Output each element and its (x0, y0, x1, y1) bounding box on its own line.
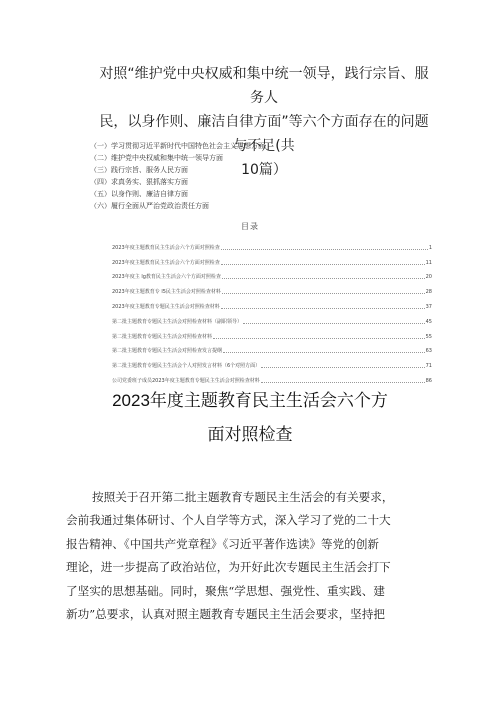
document-title-line: 对照“维护党中央权威和集中统一领导，践行宗旨、服务人 (99, 66, 429, 106)
body-line: 按照关于召开第二批主题教育专题民主生活会的有关要求， (92, 490, 394, 504)
body-line: 会前我通过集体研讨、个人自学等方式，深入学习了党的二十大 (66, 513, 391, 528)
toc-entry-title: 2023年度主题教育民主生活会六个方面对照检查 (112, 259, 220, 266)
toc-entry-page: 86 (425, 377, 432, 384)
toc-leader-dots (213, 338, 425, 339)
toc-entry-title: 2023年度主题教育专 l5民主生活会对照检查材料 (112, 289, 221, 296)
outline-item: （六）履行全面从严治党政治责任方面 (90, 202, 209, 210)
toc-entry-page: 45 (425, 318, 432, 325)
outline-item: （一）学习贯彻习近平新时代中国特色社会主义思想方面 (90, 142, 265, 150)
toc-leader-dots (221, 264, 425, 265)
section-title-line: 面对照检查 (207, 425, 293, 444)
document-title-line: 民，以身作则、廉洁自律方面”等六个方面存在的问题与不足(共 (99, 114, 429, 154)
toc-entry[interactable] (112, 236, 432, 251)
outline-item: （四）求真务实、狠抓落实方面 (90, 178, 188, 186)
body-line: 报告精神、《中国共产党章程》《习近平著作选读》等党的创新 (66, 536, 380, 551)
toc-leader-dots (222, 278, 425, 279)
body-line: 新功”总要求，认真对照主题教育专题民主生活会要求，坚持把 (66, 607, 385, 622)
toc-entry-page: 1 (428, 244, 432, 251)
toc-entry[interactable] (112, 325, 432, 340)
toc-entry-page: 20 (425, 274, 432, 281)
toc-leader-dots (221, 308, 425, 309)
outline-item: （二）维护党中央权威和集中统一领导方面 (90, 154, 223, 162)
toc-leader-dots (221, 249, 428, 250)
toc-entry-title: 2023年度主 lg教育民主生活会六个方面对照检查 (112, 274, 221, 281)
toc-entry[interactable] (112, 251, 432, 266)
toc-entry[interactable] (112, 266, 432, 281)
toc-entry[interactable] (112, 340, 432, 355)
topic-outline (90, 140, 420, 212)
toc-entry-title: 2023年度主题教育民主生活会六个方面对照检查 (112, 244, 220, 251)
body-paragraph (66, 486, 442, 626)
toc-entry-title: 第二批主题教育专题民主生活会对照检查发言提纲 (112, 348, 223, 355)
body-line: 理论，进一步提高了政治站位，为开好此次专题民主生活会打下 (66, 560, 391, 575)
toc-entry-page: 11 (425, 259, 432, 266)
table-of-contents (112, 236, 432, 384)
section-title-line: 2023年度主题教育民主生活会六个方 (112, 391, 388, 410)
outline-item: （三）践行宗旨、服务人民方面 (90, 166, 188, 174)
toc-entry-title: 2023年度主题教育专题民主生活会对照检查材料 (112, 303, 220, 310)
toc-entry[interactable] (112, 354, 432, 369)
toc-entry[interactable] (112, 280, 432, 295)
toc-leader-dots (261, 382, 425, 383)
toc-entry-page: 55 (425, 333, 432, 340)
toc-entry-title: 第二批主题教育专题民主生活会对照检查材料 (112, 333, 213, 340)
toc-entry[interactable] (112, 310, 432, 325)
toc-entry-title: 第二批主题教育专题民主生活会对照检查材料（副职领导） (112, 318, 243, 325)
toc-leader-dots (223, 352, 425, 353)
body-line: 了坚实的思想基础。同时，聚焦“学思想、强党性、重实践、建 (66, 583, 385, 598)
outline-item: （五）以身作则、廉洁自律方面 (90, 190, 188, 198)
toc-leader-dots (243, 323, 425, 324)
toc-entry-page: 37 (425, 303, 432, 310)
toc-entry[interactable] (112, 295, 432, 310)
section-title (60, 384, 440, 452)
toc-leader-dots (222, 293, 425, 294)
document-title-line: 10篇） (241, 162, 287, 178)
toc-entry-title: 第二批主题教育专题民主生活会个人对照发言材料（6个对照方面） (112, 363, 261, 370)
toc-entry[interactable] (112, 369, 432, 384)
toc-entry-page: 63 (425, 348, 432, 355)
toc-entry-title: 公司党委班子成员2023年度主题教育专题民主生活会对照检查材料 (112, 377, 260, 384)
toc-heading: 目录 (241, 222, 259, 231)
toc-leader-dots (261, 367, 424, 368)
toc-entry-page: 71 (425, 363, 432, 370)
toc-entry-page: 28 (425, 289, 432, 296)
